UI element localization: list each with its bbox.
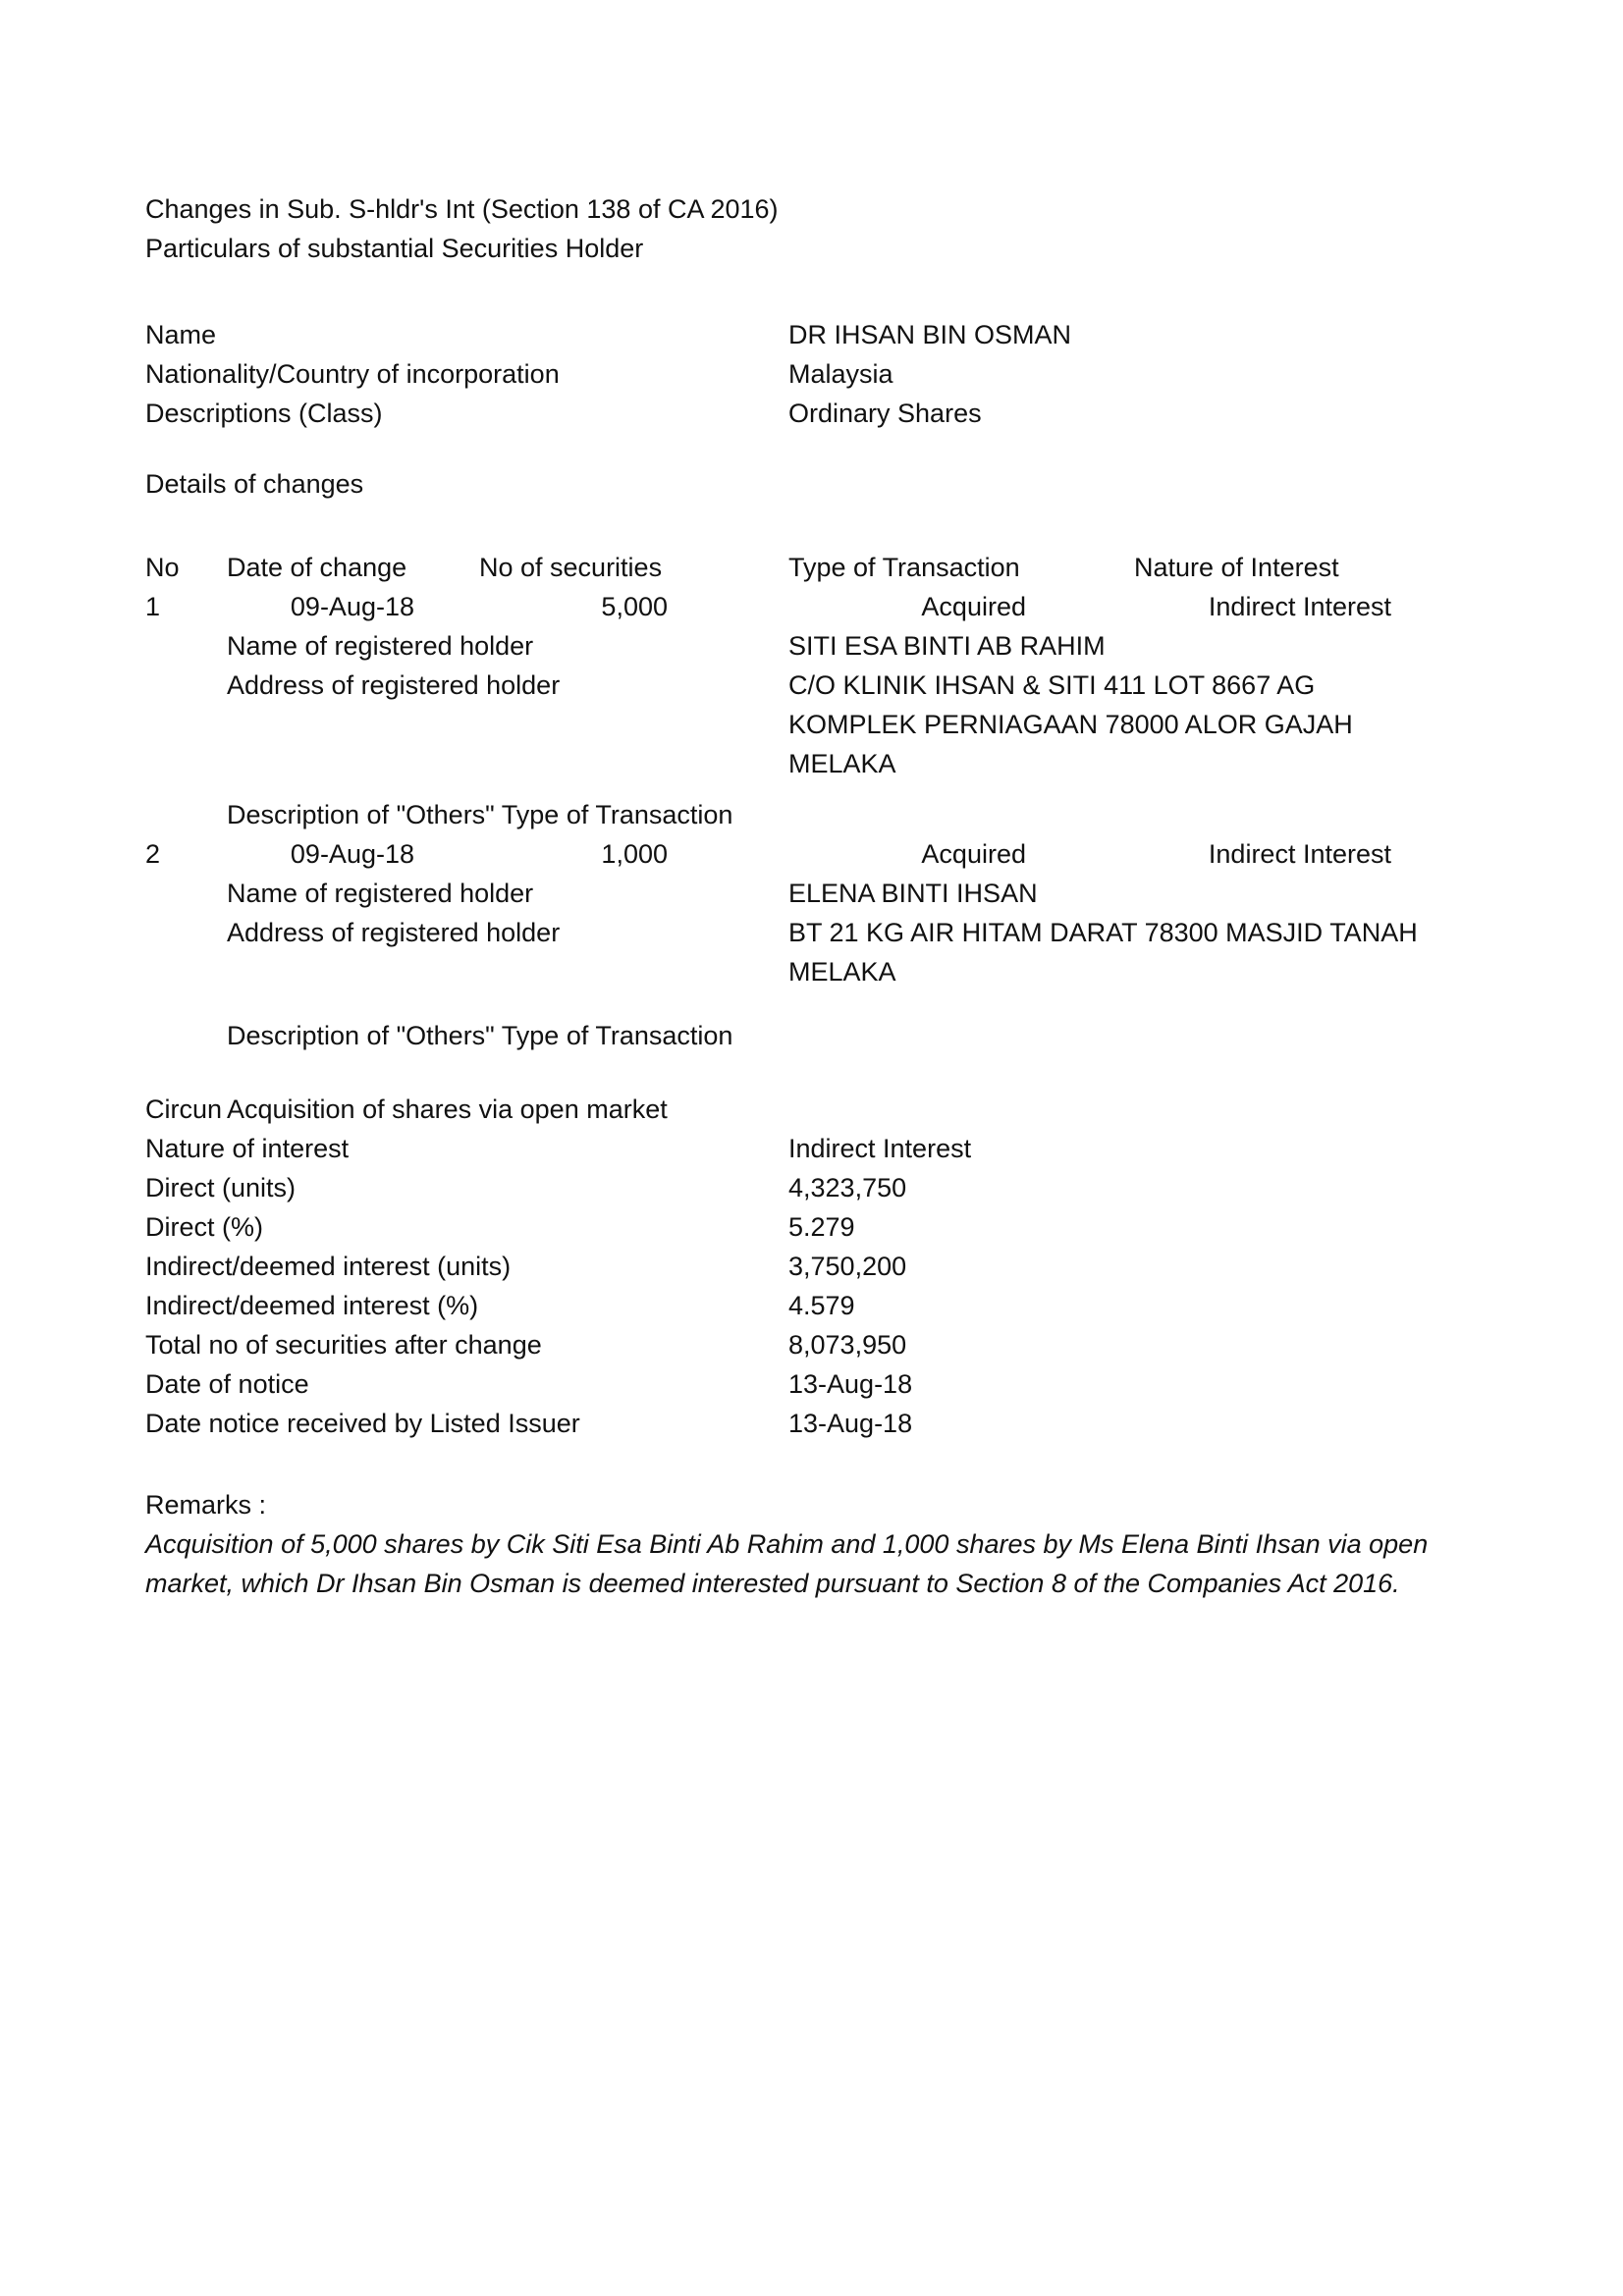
circumstances-value: Acquisition of shares via open market	[227, 1095, 668, 1124]
col-header-date: Date of change	[227, 553, 407, 582]
summary-notice-date-row	[0, 1364, 1623, 1404]
entry2-holder-address-label: Address of registered holder	[227, 918, 561, 947]
remarks-paragraph-row	[0, 1524, 1623, 1652]
entry2-others-row	[0, 1016, 1623, 1055]
holder-name-value: DR IHSAN BIN OSMAN	[788, 320, 1072, 349]
summary-indirect-pct-label: Indirect/deemed interest (%)	[145, 1291, 479, 1320]
title-row	[0, 189, 1623, 229]
subtitle-row	[0, 229, 1623, 268]
summary-direct-pct-label: Direct (%)	[145, 1212, 263, 1242]
entry1-holder-name-row	[0, 626, 1623, 666]
page-title: Changes in Sub. S-hldr's Int (Section 138 of CA 2016)	[145, 194, 779, 224]
summary-indirect-units-value: 3,750,200	[788, 1252, 907, 1281]
summary-notice-received-label: Date notice received by Listed Issuer	[145, 1409, 580, 1438]
circumstances-label: Circun	[145, 1095, 223, 1124]
entry1-nature: Indirect Interest	[1208, 592, 1391, 621]
entry1-no: 1	[145, 592, 161, 621]
entry2-transaction: Acquired	[921, 839, 1026, 869]
remarks-text: Acquisition of 5,000 shares by Cik Siti Esa Binti Ab Rahim and 1,000 shares by Ms Elena Binti Ihsan via open market, which Dr Ihsan Bin Osman is deemed interested pursuant to Section 8 of the Companies Act 2016.	[145, 1529, 1429, 1598]
holder-class-label: Descriptions (Class)	[145, 399, 383, 428]
entry2-holder-name-value: ELENA BINTI IHSAN	[788, 879, 1038, 908]
summary-notice-received-row	[0, 1404, 1623, 1443]
table-row	[0, 587, 1623, 626]
entry2-holder-address-row	[0, 913, 1623, 991]
entry1-others-row	[0, 795, 1623, 834]
entry2-no: 2	[145, 839, 161, 869]
entry1-holder-address-row	[0, 666, 1623, 778]
page-subtitle: Particulars of substantial Securities Holder	[145, 234, 644, 263]
table-header-row	[0, 548, 1623, 587]
table-row	[0, 834, 1623, 874]
entry1-others-label: Description of "Others" Type of Transaction	[227, 800, 733, 829]
entry2-date: 09-Aug-18	[290, 839, 414, 869]
col-header-no: No	[145, 553, 180, 582]
col-header-nature: Nature of Interest	[1134, 553, 1339, 582]
summary-notice-date-value: 13-Aug-18	[788, 1369, 913, 1399]
summary-total-value: 8,073,950	[788, 1330, 907, 1360]
summary-nature-value: Indirect Interest	[788, 1134, 972, 1163]
details-heading-row	[0, 464, 1623, 504]
holder-nationality-row	[0, 354, 1623, 394]
remarks-label-row	[0, 1485, 1623, 1524]
summary-direct-units-label: Direct (units)	[145, 1173, 297, 1202]
summary-indirect-units-label: Indirect/deemed interest (units)	[145, 1252, 512, 1281]
details-heading: Details of changes	[145, 469, 364, 499]
entry2-holder-name-label: Name of registered holder	[227, 879, 534, 908]
summary-total-label: Total no of securities after change	[145, 1330, 542, 1360]
summary-nature-label: Nature of interest	[145, 1134, 350, 1163]
entry1-holder-address-value: C/O KLINIK IHSAN & SITI 411 LOT 8667 AG KOMPLEK PERNIAGAAN 78000 ALOR GAJAH MELAKA	[788, 670, 1353, 778]
col-header-securities: No of securities	[479, 553, 663, 582]
holder-name-row	[0, 315, 1623, 354]
remarks-label: Remarks :	[145, 1490, 267, 1520]
summary-direct-pct-value: 5.279	[788, 1212, 855, 1242]
summary-direct-units-row	[0, 1168, 1623, 1207]
summary-nature-row	[0, 1129, 1623, 1168]
summary-direct-pct-row	[0, 1207, 1623, 1247]
circumstances-row	[0, 1090, 1623, 1129]
entry1-holder-address-label: Address of registered holder	[227, 670, 561, 700]
entry2-holder-address-value: BT 21 KG AIR HITAM DARAT 78300 MASJID TANAH MELAKA	[788, 918, 1418, 987]
summary-indirect-units-row	[0, 1247, 1623, 1286]
summary-indirect-pct-value: 4.579	[788, 1291, 855, 1320]
holder-name-label: Name	[145, 320, 217, 349]
summary-indirect-pct-row	[0, 1286, 1623, 1325]
holder-class-value: Ordinary Shares	[788, 399, 982, 428]
entry2-others-label: Description of "Others" Type of Transaction	[227, 1021, 733, 1050]
summary-notice-date-label: Date of notice	[145, 1369, 309, 1399]
entry1-holder-name-value: SITI ESA BINTI AB RAHIM	[788, 631, 1106, 661]
entry1-holder-name-label: Name of registered holder	[227, 631, 534, 661]
summary-total-row	[0, 1325, 1623, 1364]
entry1-transaction: Acquired	[921, 592, 1026, 621]
entry1-securities: 5,000	[601, 592, 668, 621]
col-header-transaction: Type of Transaction	[788, 553, 1020, 582]
holder-nationality-value: Malaysia	[788, 359, 893, 389]
entry2-securities: 1,000	[601, 839, 668, 869]
entry2-holder-name-row	[0, 874, 1623, 913]
entry1-date: 09-Aug-18	[290, 592, 414, 621]
summary-notice-received-value: 13-Aug-18	[788, 1409, 913, 1438]
holder-class-row	[0, 394, 1623, 433]
entry2-nature: Indirect Interest	[1208, 839, 1391, 869]
summary-direct-units-value: 4,323,750	[788, 1173, 907, 1202]
holder-nationality-label: Nationality/Country of incorporation	[145, 359, 560, 389]
